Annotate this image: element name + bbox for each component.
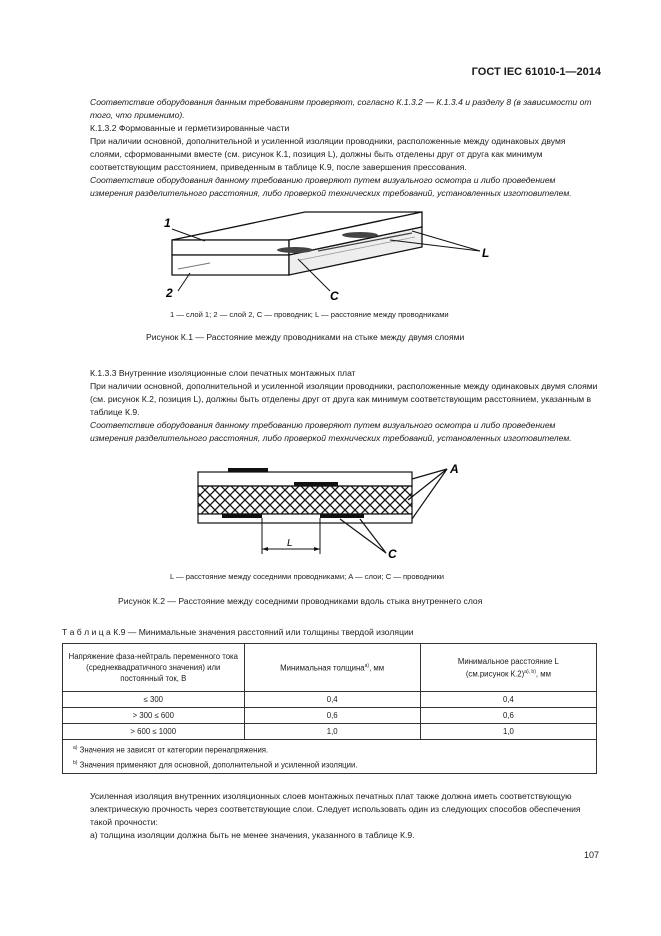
figure-k1-caption: Рисунок К.1 — Расстояние между проводниками на стыке между двумя слоями — [146, 332, 465, 342]
compliance-note-k132: Соответствие оборудования данному требованию проверяют путем визуального осмотра и либо проведением измерения разделительного расстояния, либо проверкой технических требований, установленных изготовителем. — [90, 175, 572, 199]
table-header-voltage: Напряжение фаза-нейтраль переменного тока (среднеквадратичного значения) или постоянный ток, В — [63, 644, 245, 692]
figure-k1-label-2: 2 — [166, 286, 173, 300]
figure-k2-label-l: L — [287, 538, 293, 549]
table-header-thickness: Минимальная толщина$^{a)}$, мм — [244, 644, 420, 692]
table-cell-thickness: 0,6 — [244, 708, 420, 724]
figure-k1-label-1: 1 — [164, 216, 171, 230]
conductor-inner-right — [320, 514, 364, 518]
figure-k2-caption: Рисунок К.2 — Расстояние между соседними проводниками вдоль стыка внутреннего слоя — [118, 596, 483, 606]
figure-k1-legend: 1 — слой 1; 2 — слой 2, C — проводник; L — расстояние между проводниками — [170, 310, 449, 319]
conductor-ellipse — [342, 232, 378, 238]
table-header-distance: Минимальное расстояние L (см.рисунок К.2)$^{a), b)}$, мм — [420, 644, 596, 692]
footnote-a: $^{a)}$ Значения не зависят от категории перенапряжения. — [73, 745, 269, 755]
table-k9-title — [62, 627, 414, 637]
section-paragraph-k132: При наличии основной, дополнительной и усиленной изоляции проводники, расположенные между одинаковых двумя слоями, сформованными вместе (см. рисунок К.1, позиция L), должны быть отделены друг от друга как минимум соответствующим расстоянием, приведенным в таблице К.9, после завершения прессования. — [90, 136, 566, 173]
figure-k1-label-c: C — [330, 289, 339, 303]
figure-k2-label-a: A — [450, 462, 459, 476]
table-title-text: К.9 — Минимальные значения расстояний или толщины твердой изоляции — [113, 627, 414, 637]
conductor-top-left — [228, 468, 268, 472]
table-row — [63, 708, 597, 724]
table-footnotes — [63, 740, 597, 774]
figure-k2-diagram — [190, 455, 470, 565]
figure-k2-legend: L — расстояние между соседними проводниками; A — слои; C — проводники — [170, 572, 445, 581]
table-cell-distance: 0,6 — [420, 708, 596, 724]
conductor-inner-top — [294, 482, 338, 486]
page-number: 107 — [583, 850, 599, 860]
table-cell-thickness: 0,4 — [244, 692, 420, 708]
table-cell-distance: 1,0 — [420, 724, 596, 740]
table-cell-voltage: > 300 ≤ 600 — [63, 708, 245, 724]
figure-k1-diagram — [150, 205, 510, 305]
footnote-b: $^{b)}$ Значения применяют для основной, дополнительной и усиленной изоляции. — [73, 759, 358, 770]
conductor-ellipse — [277, 247, 313, 253]
compliance-note-intro: Соответствие оборудования данным требованиям проверяют, согласно К.1.3.2 — К.1.3.4 и разделу 8 (в зависимости от того, что применимо). — [90, 97, 592, 121]
table-cell-voltage: > 600 ≤ 1000 — [63, 724, 245, 740]
figure-k1-label-l: L — [482, 246, 490, 260]
layer-2-front-face — [172, 255, 289, 275]
conductor-inner-left — [222, 514, 262, 518]
section-heading-k133: К.1.3.3 Внутренние изоляционные слои печатных монтажных плат — [90, 368, 356, 378]
document-header: ГОСТ IEC 61010-1—2014 — [471, 66, 601, 78]
table-row — [63, 692, 597, 708]
table-cell-thickness: 1,0 — [244, 724, 420, 740]
pcb-layer-core — [198, 486, 412, 514]
table-row — [63, 724, 597, 740]
layer-1-front-face — [172, 240, 289, 255]
table-cell-distance: 0,4 — [420, 692, 596, 708]
table-k9 — [62, 643, 597, 774]
closing-paragraph: Усиленная изоляция внутренних изоляционных слоев монтажных печатных плат также должна иметь соответствующую электрическую прочность через соответствующие слои. Следует использовать один из следующих способов обеспечения такой прочности: — [90, 791, 581, 828]
section-heading-k132: К.1.3.2 Формованные и герметизированные части — [90, 123, 290, 133]
compliance-note-k133: Соответствие оборудования данному требованию проверяют путем визуального осмотра и либо проведением измерения разделительного расстояния, либо проверкой технических требований, установленных изготовителем. — [90, 420, 572, 444]
figure-k2-label-c: C — [388, 547, 397, 561]
section-paragraph-k133: При наличии основной, дополнительной и усиленной изоляции проводники, расположенные между одинаковых двумя слоями (см. рисунок К.2, позиция L), должны быть отделены друг от друга как минимум соответствующим расстоянием, указанным в таблице К.9. — [90, 381, 598, 418]
closing-list-item-a: а) толщина изоляции должна быть не менее значения, указанного в таблице К.9. — [90, 830, 415, 840]
table-cell-voltage: ≤ 300 — [63, 692, 245, 708]
table-footnotes-row — [63, 740, 597, 774]
table-title-prefix: Т а б л и ц а — [62, 627, 111, 637]
